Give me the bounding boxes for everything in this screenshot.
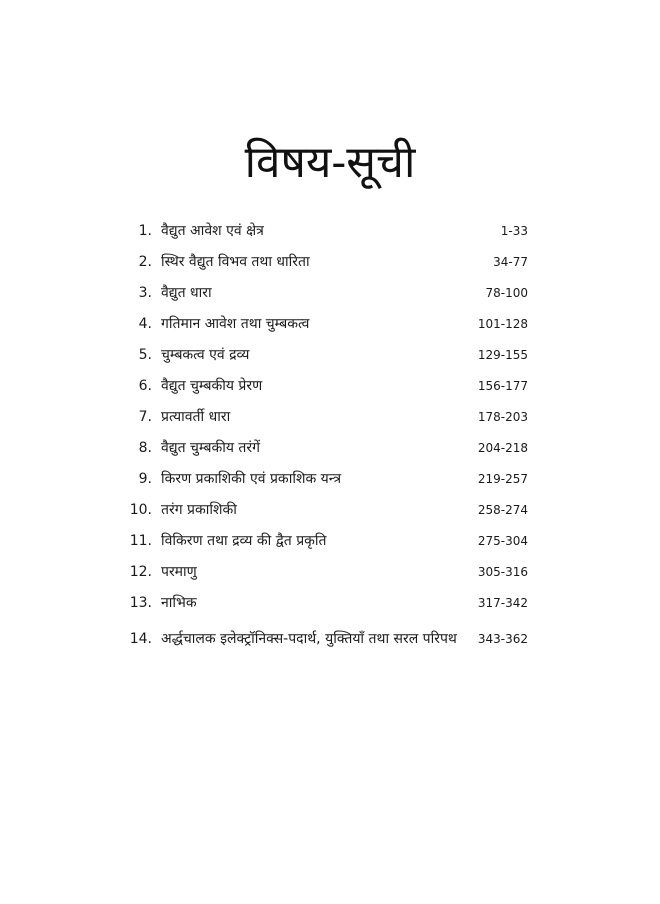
page-range: 204-218 <box>477 441 528 455</box>
chapter-number: 8. <box>138 440 152 456</box>
page-range: 275-304 <box>477 534 528 548</box>
page-range: 34-77 <box>493 255 528 269</box>
chapter-number: 14. <box>129 631 152 647</box>
toc-entry <box>0 591 660 615</box>
chapter-number: 10. <box>129 502 152 518</box>
chapter-title: वैद्युत चुम्बकीय प्रेरण <box>161 378 263 394</box>
chapter-number: 11. <box>129 533 152 549</box>
chapter-title: वैद्युत आवेश एवं क्षेत्र <box>161 223 264 239</box>
chapter-number: 5. <box>138 347 152 363</box>
toc-entry <box>0 250 660 274</box>
chapter-title: अर्द्धचालक इलेक्ट्रॉनिक्स-पदार्थ, युक्तियाँ तथा सरल परिपथ <box>161 631 457 647</box>
page-range: 1-33 <box>500 224 528 238</box>
page-range: 178-203 <box>477 410 528 424</box>
chapter-title: परमाणु <box>161 564 197 580</box>
chapter-title: नाभिक <box>161 595 197 611</box>
toc-entry <box>0 627 660 651</box>
toc-entry <box>0 436 660 460</box>
page-range: 156-177 <box>477 379 528 393</box>
page-range: 78-100 <box>485 286 528 300</box>
page-range: 219-257 <box>477 472 528 486</box>
chapter-number: 13. <box>129 595 152 611</box>
chapter-number: 2. <box>138 254 152 270</box>
toc-entry <box>0 560 660 584</box>
toc-entry <box>0 312 660 336</box>
toc-entry <box>0 374 660 398</box>
page-range: 343-362 <box>477 632 528 646</box>
chapter-title: तरंग प्रकाशिकी <box>161 502 237 518</box>
chapter-title: वैद्युत धारा <box>161 285 212 301</box>
chapter-number: 9. <box>138 471 152 487</box>
chapter-number: 6. <box>138 378 152 394</box>
toc-entry <box>0 467 660 491</box>
page-range: 305-316 <box>477 565 528 579</box>
toc-entry <box>0 281 660 305</box>
page-range: 317-342 <box>477 596 528 610</box>
chapter-number: 3. <box>138 285 152 301</box>
chapter-title: विकिरण तथा द्रव्य की द्वैत प्रकृति <box>161 533 327 549</box>
toc-entry <box>0 529 660 553</box>
chapter-title: प्रत्यावर्ती धारा <box>161 409 231 425</box>
chapter-number: 7. <box>138 409 152 425</box>
chapter-title: वैद्युत चुम्बकीय तरंगें <box>161 440 261 456</box>
chapter-title: चुम्बकत्व एवं द्रव्य <box>161 347 250 363</box>
chapter-number: 12. <box>129 564 152 580</box>
page-title: विषय-सूची <box>244 137 416 188</box>
chapter-title: गतिमान आवेश तथा चुम्बकत्व <box>161 316 310 332</box>
chapter-number: 4. <box>138 316 152 332</box>
chapter-title: किरण प्रकाशिकी एवं प्रकाशिक यन्त्र <box>161 471 342 487</box>
page-range: 101-128 <box>477 317 528 331</box>
toc-entry <box>0 498 660 522</box>
toc-entry <box>0 343 660 367</box>
toc-entry <box>0 219 660 243</box>
page-range: 129-155 <box>477 348 528 362</box>
toc-entry <box>0 405 660 429</box>
chapter-title: स्थिर वैद्युत विभव तथा धारिता <box>161 254 310 270</box>
chapter-number: 1. <box>138 223 152 239</box>
page-range: 258-274 <box>477 503 528 517</box>
